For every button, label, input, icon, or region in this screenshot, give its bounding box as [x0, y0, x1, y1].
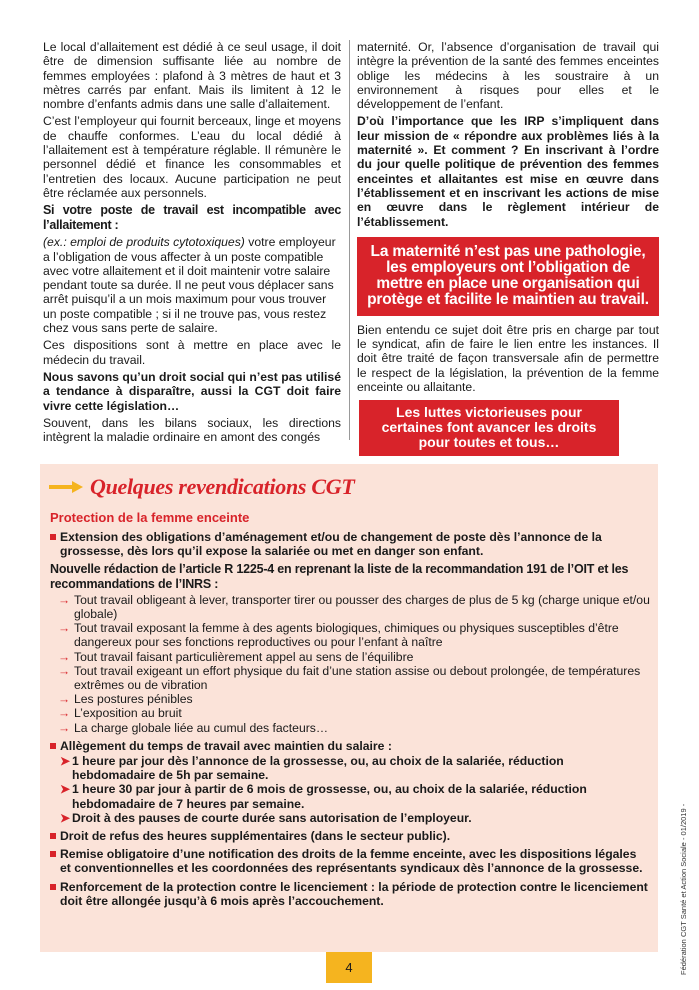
list-item-text: Extension des obligations d’aménagement et/ou de changement de poste dès l’annonce de la grossesse, dès lors qu’il expose la salariée ou met en danger son enfant.	[60, 530, 602, 559]
footer-credit: Fédération CGT Santé et Action Sociale - 01/2019 -	[679, 803, 688, 975]
paragraph: C’est l’employeur qui fournit berceaux, linge et moyens de chauffe conformes. L’eau du local dédié à l’allaitement est à température réglable. Il rémunère le personnel dédié et finance les consommables et l’entretien des locaux. Aucune participation ne peut être réclamée aux personnels.	[43, 114, 341, 200]
list-item	[50, 706, 650, 720]
list-item	[50, 880, 650, 908]
bullet-square-icon	[50, 534, 56, 540]
demands-subtitle: Protection de la femme enceinte	[50, 510, 250, 525]
list-item	[50, 847, 650, 875]
list-item-text: Remise obligatoire d’une notification des droits de la femme enceinte, avec les dispositions légales et conventionnelles et les coordonnées des représentants syndicaux dès l’annonce de la grossesse.	[60, 847, 643, 876]
demands-list	[50, 530, 650, 912]
list-item	[50, 664, 650, 692]
arrow-bullet-icon: →	[58, 663, 71, 678]
right-column	[357, 40, 659, 456]
paragraph: Bien entendu ce sujet doit être pris en charge par tout le syndicat, afin de faire le lien entre les instances. Il doit être traité de façon transversale afin de permettre le respect de la législation, la prévention de la femme enceinte ou allaitante.	[357, 322, 659, 395]
arrow-right-icon	[48, 480, 84, 494]
list-item-text: 1 heure par jour dès l’annonce de la grossesse, ou, au choix de la salariée, réduction hebdomadaire de 5h par semaine.	[72, 754, 564, 783]
section-heading: Si votre poste de travail est incompatible avec l’allaitement :	[43, 203, 341, 233]
list-item	[50, 692, 650, 706]
paragraph-emphasis: Nous savons qu’un droit social qui n’est pas utilisé a tendance à disparaître, aussi la CGT doit faire vivre cette législation…	[43, 369, 341, 413]
arrow-bullet-icon: →	[58, 592, 71, 607]
arrow-bullet-icon: →	[58, 621, 71, 636]
triangle-bullet-icon: ➤	[60, 810, 71, 825]
paragraph-text: votre employeur a l’obligation de vous affecter à un poste compatible avec votre allaitement et il doit maintenir votre salaire pendant toute sa durée. Il ne peut vous déplacer sans arrêt puisqu’il a un mois maximum pour vous trouver un poste compatible ; si il ne trouve pas, vous restez chez vous sans perte de salaire.	[43, 235, 336, 336]
callout-maternity: La maternité n’est pas une pathologie, les employeurs ont l’obligation de mettre en place une organisation qui protège et facilite le maintien au travail.	[357, 237, 659, 316]
list-item-text: Les postures pénibles	[74, 692, 193, 707]
list-item-text: L’exposition au bruit	[74, 706, 182, 721]
paragraph: Souvent, dans les bilans sociaux, les directions intègrent la maladie ordinaire en amont des congés	[43, 415, 341, 445]
list-item-text: Renforcement de la protection contre le licenciement : la période de protection contre le licenciement doit être allongée jusqu’à 6 mois après l’accouchement.	[60, 879, 648, 908]
arrow-bullet-icon: →	[58, 720, 71, 735]
list-item	[50, 530, 650, 558]
paragraph: maternité. Or, l’absence d’organisation de travail qui intègre la prévention de la santé des femmes enceintes oblige les médecins à les soustraire à un environnement à risques pour elles et le développement de l’enfant.	[357, 40, 659, 112]
list-item	[50, 593, 650, 621]
paragraph	[43, 235, 341, 335]
list-item-text: 1 heure 30 par jour à partir de 6 mois de grossesse, ou, au choix de la salariée, réduction hebdomadaire de 7 heures par semaine.	[72, 782, 587, 811]
triangle-bullet-icon: ➤	[60, 754, 71, 769]
bullet-square-icon	[50, 833, 56, 839]
list-item	[50, 754, 650, 782]
callout-victories: Les luttes victorieuses pour certaines font avancer les droits pour toutes et tous…	[359, 400, 619, 456]
list-item	[50, 621, 650, 649]
list-item-text: Droit de refus des heures supplémentaires (dans le secteur public).	[60, 829, 451, 844]
list-item-text: Tout travail exposant la femme à des agents biologiques, chimiques ou physiques susceptibles d’être dangereux pour ses fonctions reproductives ou pour l’enfant à naître	[74, 621, 619, 650]
list-item	[50, 782, 650, 810]
paragraph-emphasis: D’où l’importance que les IRP s’impliquent dans leur mission de « répondre aux problèmes liés à la maternité ». Et comment ? En inscrivant à l’ordre du jour quelle politique de prévention des femmes enceintes et allaitantes est mise en œuvre dans l’établissement et en inscrivant les actions de mise en œuvre dans le règlement intérieur de l’établissement.	[357, 114, 659, 229]
left-column	[43, 40, 341, 447]
new-wording-heading: Nouvelle rédaction de l’article R 1225-4 en reprenant la liste de la recommandation 191 de l’OIT et les recommandations de l’INRS :	[50, 562, 629, 591]
list-item	[50, 721, 650, 735]
bullet-square-icon	[50, 851, 56, 857]
arrow-bullet-icon: →	[58, 649, 71, 664]
paragraph: Ces dispositions sont à mettre en place avec le médecin du travail.	[43, 338, 341, 367]
list-item-text: Allègement du temps de travail avec maintien du salaire :	[60, 738, 392, 753]
bullet-square-icon	[50, 884, 56, 890]
list-item-text: Tout travail obligeant à lever, transporter tirer ou pousser des charges de plus de 5 kg (charge unique et/ou globale)	[74, 592, 650, 622]
demands-box	[40, 464, 658, 952]
demands-title-text: Quelques revendications CGT	[90, 474, 355, 499]
arrow-bullet-icon: →	[58, 692, 71, 707]
bullet-square-icon	[50, 743, 56, 749]
page-number: 4	[326, 952, 372, 983]
list-item	[50, 650, 650, 664]
list-item-text: Tout travail faisant particulièrement appel au sens de l’équilibre	[74, 649, 414, 664]
list-item-text: Tout travail exigeant un effort physique du fait d’une station assise ou debout prolongée, de températures extrêmes ou de vibration	[74, 663, 641, 693]
demands-title	[48, 474, 354, 500]
list-item	[50, 811, 650, 825]
list-item-text: Droit à des pauses de courte durée sans autorisation de l’employeur.	[72, 810, 472, 825]
arrow-bullet-icon: →	[58, 706, 71, 721]
paragraph: Le local d’allaitement est dédié à ce seul usage, il doit être de dimension suffisante liée au nombre de femmes employées : plafond à 3 mètres de haut et 3 mètres carrés par enfant. Mais ils limitent à 12 le nombre d’enfants admis dans une salle d’allaitement.	[43, 40, 341, 112]
triangle-bullet-icon: ➤	[60, 782, 71, 797]
italic-example: (ex.: emploi de produits cytotoxiques)	[43, 235, 245, 250]
list-item-text: La charge globale liée au cumul des facteurs…	[74, 720, 329, 735]
list-item	[50, 739, 650, 753]
list-item	[50, 829, 650, 843]
column-divider	[349, 40, 350, 440]
